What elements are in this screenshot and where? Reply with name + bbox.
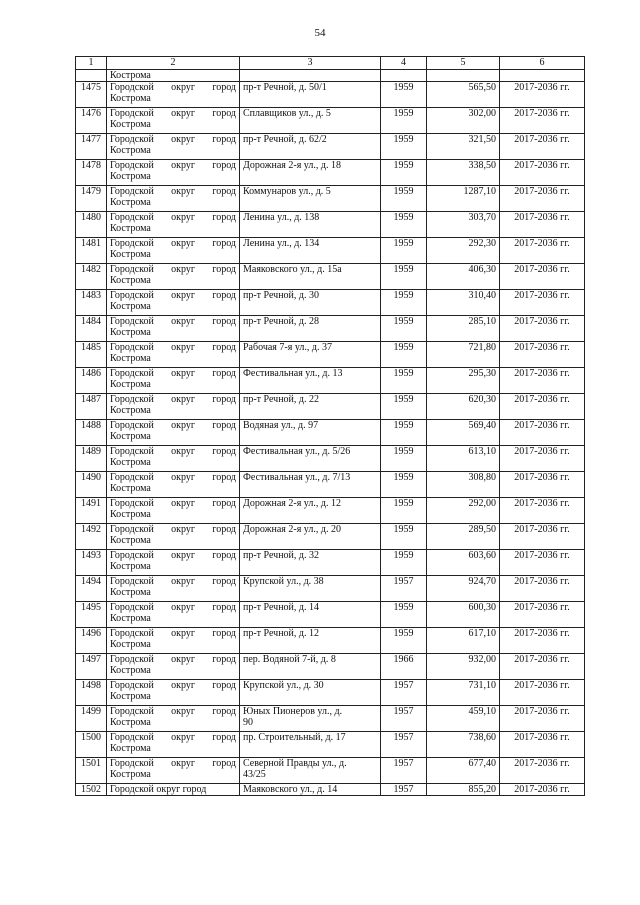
district-line-2: Кострома — [110, 119, 151, 130]
address-line-1: пр-т Речной, д. 28 — [243, 316, 319, 327]
district-cell: Кострома — [107, 70, 240, 82]
table-row — [76, 316, 585, 342]
year-cell: 1957 — [381, 732, 427, 758]
year-cell: 1959 — [381, 342, 427, 368]
address-line-1: Коммунаров ул., д. 5 — [243, 186, 331, 197]
address-cell — [240, 654, 381, 680]
year-cell: 1959 — [381, 160, 427, 186]
table-row — [76, 654, 585, 680]
period-cell: 2017-2036 гг. — [500, 212, 585, 238]
period-cell: 2017-2036 гг. — [500, 524, 585, 550]
district-line-2: Кострома — [110, 717, 151, 728]
row-number-cell: 1485 — [76, 342, 107, 368]
period-cell: 2017-2036 гг. — [500, 108, 585, 134]
district-cell — [107, 212, 240, 238]
period-cell: 2017-2036 гг. — [500, 420, 585, 446]
district-line-1: Городской округ город — [110, 576, 236, 587]
table-row — [76, 576, 585, 602]
address-cell — [240, 212, 381, 238]
year-cell: 1959 — [381, 212, 427, 238]
district-line-2: Кострома — [110, 665, 151, 676]
period-cell: 2017-2036 гг. — [500, 446, 585, 472]
column-header: 5 — [427, 57, 500, 70]
district-line-2: Кострома — [110, 327, 151, 338]
district-line-2: Кострома — [110, 509, 151, 520]
district-line-2: Кострома — [110, 613, 151, 624]
district-cell — [107, 498, 240, 524]
period-cell: 2017-2036 гг. — [500, 394, 585, 420]
area-cell: 603,60 — [427, 550, 500, 576]
table-row — [76, 550, 585, 576]
district-cell — [107, 628, 240, 654]
area-cell: 738,60 — [427, 732, 500, 758]
year-cell: 1959 — [381, 316, 427, 342]
housing-registry-table — [75, 56, 585, 796]
address-cell — [240, 290, 381, 316]
row-number-cell: 1496 — [76, 628, 107, 654]
area-cell: 600,30 — [427, 602, 500, 628]
district-cell — [107, 472, 240, 498]
table-row — [76, 680, 585, 706]
year-cell: 1959 — [381, 602, 427, 628]
column-header: 3 — [240, 57, 381, 70]
row-number-cell: 1501 — [76, 758, 107, 784]
district-line-2: Кострома — [110, 769, 151, 780]
address-cell — [240, 524, 381, 550]
table-row — [76, 524, 585, 550]
address-line-1: Крупской ул., д. 30 — [243, 680, 324, 691]
table-row — [76, 472, 585, 498]
address-cell — [240, 134, 381, 160]
address-line-1: Рабочая 7-я ул., д. 37 — [243, 342, 332, 353]
district-cell — [107, 758, 240, 784]
year-cell: 1959 — [381, 394, 427, 420]
district-line-1: Городской округ город — [110, 134, 236, 145]
table-row — [76, 368, 585, 394]
row-number-cell: 1475 — [76, 82, 107, 108]
year-cell: 1959 — [381, 264, 427, 290]
table-row — [76, 394, 585, 420]
district-line-2: Кострома — [110, 535, 151, 546]
district-cell — [107, 602, 240, 628]
table-row — [76, 732, 585, 758]
district-line-1: Городской округ город — [110, 108, 236, 119]
period-cell: 2017-2036 гг. — [500, 342, 585, 368]
table-row — [76, 264, 585, 290]
year-cell: 1959 — [381, 472, 427, 498]
area-cell: 620,30 — [427, 394, 500, 420]
district-line-1: Городской округ город — [110, 186, 236, 197]
district-cell — [107, 732, 240, 758]
row-number-cell: 1482 — [76, 264, 107, 290]
district-line-2: Кострома — [110, 691, 151, 702]
district-line-1: Городской округ город — [110, 160, 236, 171]
row-number-cell: 1498 — [76, 680, 107, 706]
address-line-1: Крупской ул., д. 38 — [243, 576, 324, 587]
district-line-1: Городской округ город — [110, 498, 236, 509]
district-line-2: Кострома — [110, 301, 151, 312]
area-cell: 308,80 — [427, 472, 500, 498]
table-row — [76, 134, 585, 160]
address-cell — [240, 316, 381, 342]
area-cell: 613,10 — [427, 446, 500, 472]
period-cell: 2017-2036 гг. — [500, 316, 585, 342]
continuation-row — [76, 70, 585, 82]
address-line-1: пр-т Речной, д. 32 — [243, 550, 319, 561]
address-line-1: Дорожная 2-я ул., д. 20 — [243, 524, 341, 535]
row-number-cell: 1487 — [76, 394, 107, 420]
address-cell — [240, 550, 381, 576]
year-cell: 1957 — [381, 576, 427, 602]
address-cell — [240, 238, 381, 264]
year-cell: 1959 — [381, 134, 427, 160]
district-line-1: Городской округ город — [110, 472, 236, 483]
address-line-1: Маяковского ул., д. 15а — [243, 264, 342, 275]
period-cell: 2017-2036 гг. — [500, 82, 585, 108]
district-line-2: Кострома — [110, 171, 151, 182]
table-row — [76, 706, 585, 732]
address-line-1: Фестивальная ул., д. 5/26 — [243, 446, 351, 457]
district-cell — [107, 316, 240, 342]
area-cell: 310,40 — [427, 290, 500, 316]
district-line-2: Кострома — [110, 405, 151, 416]
district-cell — [107, 82, 240, 108]
address-cell: Маяковского ул., д. 14 — [240, 784, 381, 796]
period-cell: 2017-2036 гг. — [500, 680, 585, 706]
district-cell — [107, 108, 240, 134]
area-cell: 295,30 — [427, 368, 500, 394]
address-cell — [240, 602, 381, 628]
district-line-1: Городской округ город — [110, 82, 236, 93]
address-line-1: Северной Правды ул., д. — [243, 758, 347, 769]
address-cell — [240, 446, 381, 472]
row-number-cell: 1476 — [76, 108, 107, 134]
address-cell — [240, 758, 381, 784]
address-line-1: Водяная ул., д. 97 — [243, 420, 319, 431]
district-cell — [107, 706, 240, 732]
district-line-2: Кострома — [110, 743, 151, 754]
district-line-2: Кострома — [110, 145, 151, 156]
address-line-1: пер. Водяной 7-й, д. 8 — [243, 654, 336, 665]
period-cell: 2017-2036 гг. — [500, 264, 585, 290]
row-number-cell: 1478 — [76, 160, 107, 186]
district-line-2: Кострома — [110, 379, 151, 390]
period-cell: 2017-2036 гг. — [500, 368, 585, 394]
row-number-cell: 1499 — [76, 706, 107, 732]
district-cell — [107, 654, 240, 680]
table-row — [76, 784, 585, 796]
address-line-1: пр-т Речной, д. 62/2 — [243, 134, 327, 145]
period-cell: 2017-2036 гг. — [500, 498, 585, 524]
page-number: 54 — [314, 27, 326, 39]
area-cell: 302,00 — [427, 108, 500, 134]
table-row — [76, 290, 585, 316]
row-number-cell: 1494 — [76, 576, 107, 602]
district-line-1: Городской округ город — [110, 238, 236, 249]
row-number-cell: 1493 — [76, 550, 107, 576]
area-cell: 617,10 — [427, 628, 500, 654]
district-cell — [107, 290, 240, 316]
district-line-1: Городской округ город — [110, 290, 236, 301]
address-line-1: Дорожная 2-я ул., д. 18 — [243, 160, 341, 171]
table-row — [76, 342, 585, 368]
district-line-1: Городской округ город — [110, 264, 236, 275]
table-row — [76, 82, 585, 108]
table-row — [76, 108, 585, 134]
district-line-1: Городской округ город — [110, 602, 236, 613]
period-cell: 2017-2036 гг. — [500, 134, 585, 160]
district-cell — [107, 446, 240, 472]
period-cell: 2017-2036 гг. — [500, 550, 585, 576]
year-cell: 1957 — [381, 680, 427, 706]
area-cell: 721,80 — [427, 342, 500, 368]
address-line-1: Дорожная 2-я ул., д. 12 — [243, 498, 341, 509]
area-cell: 855,20 — [427, 784, 500, 796]
column-header: 2 — [107, 57, 240, 70]
address-cell — [240, 342, 381, 368]
row-number-cell: 1495 — [76, 602, 107, 628]
period-cell: 2017-2036 гг. — [500, 238, 585, 264]
district-cell — [107, 368, 240, 394]
address-cell — [240, 108, 381, 134]
column-header: 6 — [500, 57, 585, 70]
table-row — [76, 628, 585, 654]
row-number-cell: 1497 — [76, 654, 107, 680]
area-cell: 338,50 — [427, 160, 500, 186]
address-cell — [240, 680, 381, 706]
year-cell: 1959 — [381, 524, 427, 550]
row-number-cell: 1488 — [76, 420, 107, 446]
district-cell — [107, 420, 240, 446]
period-cell: 2017-2036 гг. — [500, 186, 585, 212]
row-number-cell: 1484 — [76, 316, 107, 342]
period-cell: 2017-2036 гг. — [500, 758, 585, 784]
period-cell: 2017-2036 гг. — [500, 160, 585, 186]
year-cell: 1959 — [381, 628, 427, 654]
table-row — [76, 160, 585, 186]
address-cell — [240, 472, 381, 498]
address-line-1: Сплавщиков ул., д. 5 — [243, 108, 331, 119]
period-cell: 2017-2036 гг. — [500, 654, 585, 680]
district-line-2: Кострома — [110, 431, 151, 442]
period-cell: 2017-2036 гг. — [500, 576, 585, 602]
district-line-2: Кострома — [110, 561, 151, 572]
row-number-cell: 1477 — [76, 134, 107, 160]
year-cell: 1957 — [381, 706, 427, 732]
district-line-2: Кострома — [110, 639, 151, 650]
area-cell: 731,10 — [427, 680, 500, 706]
period-cell: 2017-2036 гг. — [500, 290, 585, 316]
address-line-1: пр-т Речной, д. 50/1 — [243, 82, 327, 93]
address-cell — [240, 732, 381, 758]
district-cell: Городской округ город — [107, 784, 240, 796]
district-line-1: Городской округ город — [110, 628, 236, 639]
row-number-cell: 1502 — [76, 784, 107, 796]
area-cell: 1287,10 — [427, 186, 500, 212]
district-line-2: Кострома — [110, 197, 151, 208]
district-line-2: Кострома — [110, 93, 151, 104]
address-cell — [240, 420, 381, 446]
row-number-cell: 1489 — [76, 446, 107, 472]
area-cell: 406,30 — [427, 264, 500, 290]
table-row — [76, 238, 585, 264]
table-row — [76, 420, 585, 446]
table-row — [76, 212, 585, 238]
district-cell — [107, 394, 240, 420]
address-cell — [240, 368, 381, 394]
area-cell: 289,50 — [427, 524, 500, 550]
year-cell: 1959 — [381, 108, 427, 134]
address-line-2: 43/25 — [243, 769, 266, 780]
district-line-2: Кострома — [110, 223, 151, 234]
district-line-1: Городской округ город — [110, 446, 236, 457]
year-cell: 1959 — [381, 446, 427, 472]
district-line-1: Городской округ город — [110, 758, 236, 769]
year-cell: 1959 — [381, 186, 427, 212]
address-line-1: пр-т Речной, д. 22 — [243, 394, 319, 405]
district-cell — [107, 550, 240, 576]
district-cell — [107, 680, 240, 706]
address-cell — [240, 394, 381, 420]
district-line-1: Городской округ город — [110, 316, 236, 327]
year-cell: 1959 — [381, 290, 427, 316]
district-line-2: Кострома — [110, 457, 151, 468]
row-number-cell: 1479 — [76, 186, 107, 212]
table-row — [76, 602, 585, 628]
year-cell: 1959 — [381, 420, 427, 446]
period-cell: 2017-2036 гг. — [500, 706, 585, 732]
table-row — [76, 186, 585, 212]
district-cell — [107, 238, 240, 264]
district-line-1: Городской округ город — [110, 524, 236, 535]
district-line-1: Городской округ город — [110, 680, 236, 691]
area-cell: 565,50 — [427, 82, 500, 108]
area-cell: 292,30 — [427, 238, 500, 264]
row-number-cell: 1480 — [76, 212, 107, 238]
table-row — [76, 446, 585, 472]
district-line-1: Городской округ город — [110, 654, 236, 665]
district-line-1: Городской округ город — [110, 212, 236, 223]
district-line-1: Городской округ город — [110, 420, 236, 431]
address-line-2: 90 — [243, 717, 253, 728]
area-cell: 677,40 — [427, 758, 500, 784]
district-cell — [107, 342, 240, 368]
district-line-1: Городской округ город — [110, 732, 236, 743]
period-cell: 2017-2036 гг. — [500, 732, 585, 758]
district-cell — [107, 576, 240, 602]
period-cell: 2017-2036 гг. — [500, 784, 585, 796]
address-line-1: пр-т Речной, д. 30 — [243, 290, 319, 301]
address-cell — [240, 628, 381, 654]
district-cell — [107, 264, 240, 290]
area-cell: 924,70 — [427, 576, 500, 602]
address-cell — [240, 160, 381, 186]
district-line-2: Кострома — [110, 353, 151, 364]
address-line-1: Фестивальная ул., д. 13 — [243, 368, 343, 379]
district-line-2: Кострома — [110, 587, 151, 598]
area-cell: 569,40 — [427, 420, 500, 446]
year-cell: 1959 — [381, 82, 427, 108]
table-row — [76, 498, 585, 524]
address-cell — [240, 706, 381, 732]
row-number-cell: 1490 — [76, 472, 107, 498]
row-number-cell: 1486 — [76, 368, 107, 394]
address-line-1: пр-т Речной, д. 12 — [243, 628, 319, 639]
table-row — [76, 758, 585, 784]
table-header-row — [76, 57, 585, 70]
address-line-1: Юных Пионеров ул., д. — [243, 706, 343, 717]
address-cell — [240, 576, 381, 602]
district-line-1: Городской округ город — [110, 706, 236, 717]
address-cell — [240, 82, 381, 108]
year-cell: 1957 — [381, 758, 427, 784]
year-cell: 1959 — [381, 368, 427, 394]
year-cell: 1957 — [381, 784, 427, 796]
district-line-1: Городской округ город — [110, 394, 236, 405]
district-cell — [107, 134, 240, 160]
district-line-2: Кострома — [110, 249, 151, 260]
row-number-cell: 1483 — [76, 290, 107, 316]
period-cell: 2017-2036 гг. — [500, 472, 585, 498]
period-cell: 2017-2036 гг. — [500, 602, 585, 628]
address-cell — [240, 264, 381, 290]
address-line-1: пр. Строительный, д. 17 — [243, 732, 346, 743]
district-line-2: Кострома — [110, 275, 151, 286]
year-cell: 1959 — [381, 238, 427, 264]
area-cell: 292,00 — [427, 498, 500, 524]
district-cell — [107, 186, 240, 212]
address-line-1: Ленина ул., д. 134 — [243, 238, 320, 249]
row-number-cell: 1492 — [76, 524, 107, 550]
area-cell: 285,10 — [427, 316, 500, 342]
district-cell — [107, 160, 240, 186]
row-number-cell: 1500 — [76, 732, 107, 758]
address-cell — [240, 186, 381, 212]
district-line-1: Городской округ город — [110, 342, 236, 353]
year-cell: 1959 — [381, 550, 427, 576]
address-line-1: Фестивальная ул., д. 7/13 — [243, 472, 351, 483]
district-cell — [107, 524, 240, 550]
address-cell — [240, 498, 381, 524]
district-line-1: Городской округ город — [110, 368, 236, 379]
column-header: 1 — [76, 57, 107, 70]
year-cell: 1966 — [381, 654, 427, 680]
district-line-2: Кострома — [110, 483, 151, 494]
year-cell: 1959 — [381, 498, 427, 524]
area-cell: 303,70 — [427, 212, 500, 238]
area-cell: 932,00 — [427, 654, 500, 680]
address-line-1: Ленина ул., д. 138 — [243, 212, 320, 223]
period-cell: 2017-2036 гг. — [500, 628, 585, 654]
column-header: 4 — [381, 57, 427, 70]
district-line-1: Городской округ город — [110, 550, 236, 561]
area-cell: 321,50 — [427, 134, 500, 160]
address-line-1: пр-т Речной, д. 14 — [243, 602, 319, 613]
row-number-cell: 1491 — [76, 498, 107, 524]
area-cell: 459,10 — [427, 706, 500, 732]
row-number-cell: 1481 — [76, 238, 107, 264]
